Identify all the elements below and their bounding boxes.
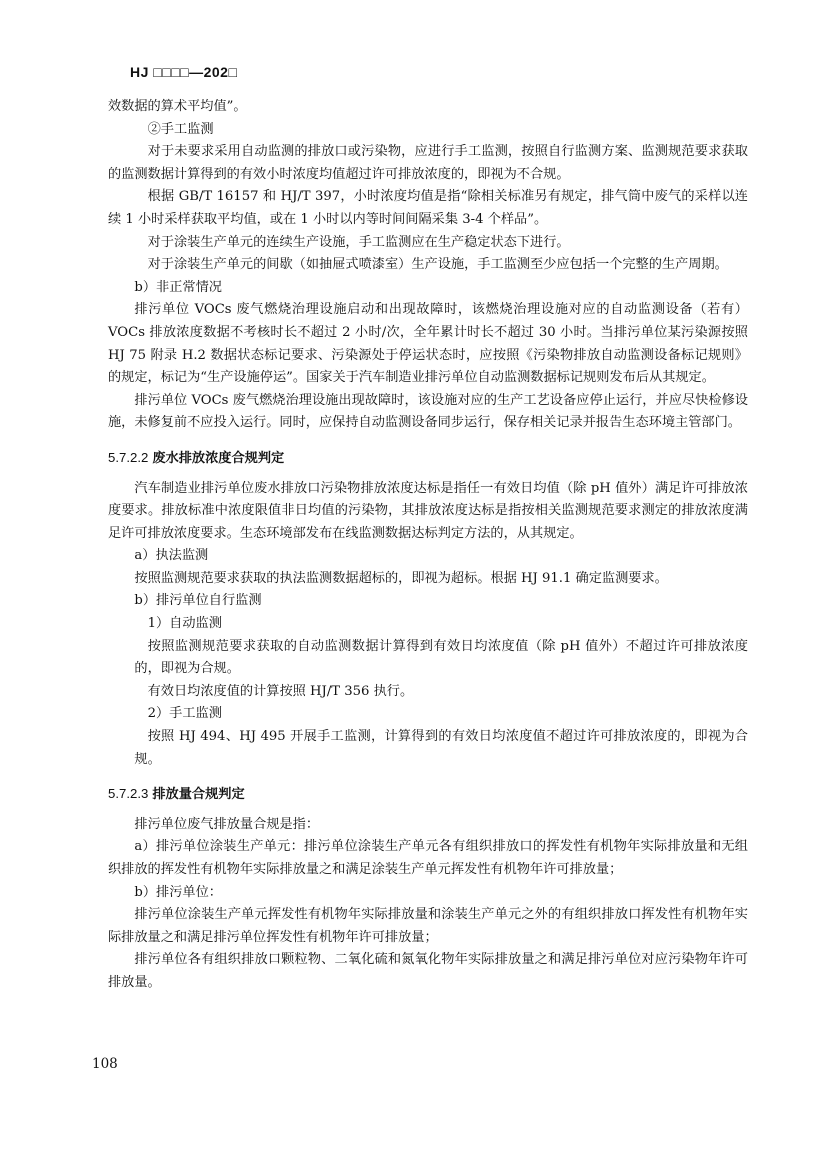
section-title: 废水排放浓度合规判定 xyxy=(152,449,285,465)
paragraph: 汽车制造业排污单位废水排放口污染物排放浓度达标是指任一有效日均值（除 pH 值外）满足许可排放浓度要求。排放标准中浓度限值非日均值的污染物，其排放浓度达标是指按相关监测规范要求测定的排放浓度满足许可排放浓度要求。生态环境部发布在线监测数据达标判定方法的，从其规定。 xyxy=(108,480,748,541)
paragraph: 按照 HJ 494、HJ 495 开展手工监测，计算得到的有效日均浓度值不超过许可排放浓度的，即视为合规。 xyxy=(134,729,748,767)
paragraph: 排污单位 VOCs 废气燃烧治理设施出现故障时，该设施对应的生产工艺设备应停止运行，并应尽快检修设施，未修复前不应投入运行。同时，应保持自动监测设备同步运行，保存相关记录并报告生态环境主管部门。 xyxy=(108,392,748,431)
paragraph: a）执法监测 xyxy=(134,548,209,564)
paragraph: 效数据的算术平均值”。 xyxy=(108,99,247,114)
section-title: 排放量合规判定 xyxy=(152,786,245,802)
paragraph: 2）手工监测 xyxy=(147,706,222,722)
paragraph: ②手工监测 xyxy=(147,121,214,137)
document-body xyxy=(108,96,748,995)
paragraph: a）排污单位涂装生产单元：排污单位涂装生产单元各有组织排放口的挥发性有机物年实际排放量和无组织排放的挥发性有机物年实际排放量之和满足涂装生产单元挥发性有机物年许可排放量； xyxy=(108,839,748,877)
paragraph: 1）自动监测 xyxy=(147,616,222,632)
paragraph: b）排污单位： xyxy=(134,884,222,900)
page-number: 108 xyxy=(92,1056,118,1072)
paragraph: 有效日均浓度值的计算按照 HJ/T 356 执行。 xyxy=(147,683,414,699)
section-number: 5.7.2.2 xyxy=(108,449,149,465)
section-heading xyxy=(108,447,748,470)
paragraph: b）非正常情况 xyxy=(134,279,222,295)
paragraph: 对于未要求采用自动监测的排放口或污染物，应进行手工监测，按照自行监测方案、监测规范要求获取的监测数据计算得到的有效小时浓度均值超过许可排放浓度的，即视为不合规。 xyxy=(108,144,748,182)
section-heading xyxy=(108,783,748,806)
paragraph: 对于涂装生产单元的连续生产设施，手工监测应在生产稳定状态下进行。 xyxy=(147,234,570,250)
section-number: 5.7.2.3 xyxy=(108,786,149,802)
paragraph: 按照监测规范要求获取的执法监测数据超标的，即视为超标。根据 HJ 91.1 确定监测要求。 xyxy=(134,570,668,586)
paragraph: 按照监测规范要求获取的自动监测数据计算得到有效日均浓度值（除 pH 值外）不超过许可排放浓度的，即视为合规。 xyxy=(134,638,748,677)
paragraph: 排污单位涂装生产单元挥发性有机物年实际排放量和涂装生产单元之外的有组织排放口挥发性有机物年实际排放量之和满足排污单位挥发性有机物年许可排放量； xyxy=(108,907,748,945)
paragraph: 对于涂装生产单元的间歇（如抽屉式喷漆室）生产设施，手工监测至少应包括一个完整的生产周期。 xyxy=(147,257,728,273)
paragraph: 排污单位各有组织排放口颗粒物、二氧化硫和氮氧化物年实际排放量之和满足排污单位对应污染物年许可排放量。 xyxy=(108,952,748,990)
paragraph: 排污单位 VOCs 废气燃烧治理设施启动和出现故障时，该燃烧治理设施对应的自动监测设备（若有）VOCs 排放浓度数据不考核时长不超过 2 小时/次，全年累计时长不超过 30 小时。当排污单位某污染源按照 HJ 75 附录 H.2 数据状态标记要求、污染源处于停运状态时，应按照《污染物排放自动监测设备标记规则》的规定，标记为“生产设施停运”。国家关于汽车制造业排污单位自动监测数据标记规则发布后从其规定。 xyxy=(108,302,748,386)
standard-number-header: HJ □□□□—202□ xyxy=(130,64,238,80)
paragraph: 根据 GB/T 16157 和 HJ/T 397，小时浓度均值是指“除相关标准另有规定，排气筒中废气的采样以连续 1 小时采样获取平均值，或在 1 小时以内等时间间隔采集 3-4 个样品”。 xyxy=(108,189,748,227)
paragraph: 排污单位废气排放量合规是指： xyxy=(134,816,320,832)
paragraph: b）排污单位自行监测 xyxy=(134,593,262,609)
